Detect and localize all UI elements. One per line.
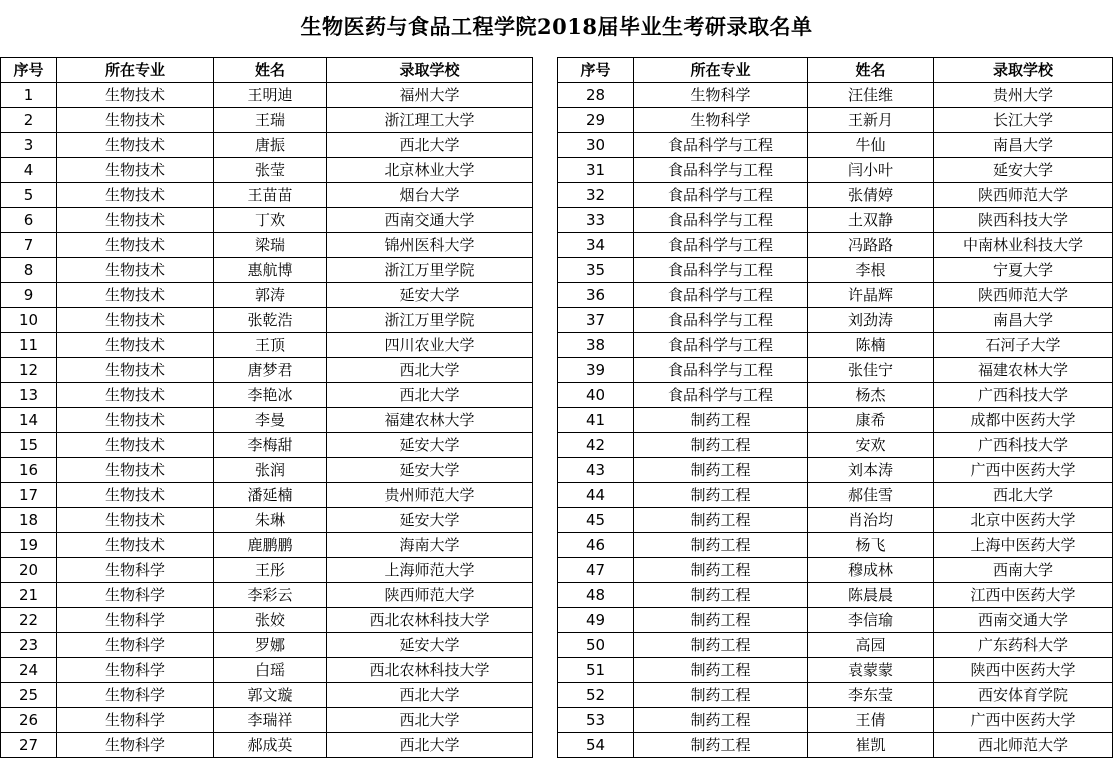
cell-index: 9 xyxy=(1,283,57,308)
cell-major: 食品科学与工程 xyxy=(634,333,808,358)
cell-name: 崔凯 xyxy=(808,733,934,758)
table-row xyxy=(558,583,1113,608)
cell-major: 生物科学 xyxy=(57,608,214,633)
cell-school: 陕西科技大学 xyxy=(934,208,1113,233)
cell-name: 冯路路 xyxy=(808,233,934,258)
cell-major: 生物技术 xyxy=(57,208,214,233)
cell-index: 16 xyxy=(1,458,57,483)
table-row xyxy=(1,633,533,658)
table-row xyxy=(558,558,1113,583)
cell-school: 西北农林科技大学 xyxy=(327,608,533,633)
cell-name: 杨杰 xyxy=(808,383,934,408)
table-row xyxy=(1,508,533,533)
cell-name: 罗娜 xyxy=(214,633,327,658)
cell-name: 穆成林 xyxy=(808,558,934,583)
cell-school: 宁夏大学 xyxy=(934,258,1113,283)
cell-index: 5 xyxy=(1,183,57,208)
cell-name: 张润 xyxy=(214,458,327,483)
cell-name: 肖治均 xyxy=(808,508,934,533)
cell-major: 制药工程 xyxy=(634,458,808,483)
cell-index: 8 xyxy=(1,258,57,283)
cell-school: 广东药科大学 xyxy=(934,633,1113,658)
cell-name: 白瑶 xyxy=(214,658,327,683)
cell-major: 生物科学 xyxy=(634,83,808,108)
cell-index: 46 xyxy=(558,533,634,558)
header-major: 所在专业 xyxy=(634,58,808,83)
table-row xyxy=(558,233,1113,258)
cell-major: 生物科学 xyxy=(57,683,214,708)
table-row xyxy=(558,508,1113,533)
cell-school: 广西科技大学 xyxy=(934,433,1113,458)
cell-name: 张莹 xyxy=(214,158,327,183)
cell-index: 25 xyxy=(1,683,57,708)
cell-name: 张倩婷 xyxy=(808,183,934,208)
cell-name: 郭涛 xyxy=(214,283,327,308)
cell-major: 制药工程 xyxy=(634,433,808,458)
cell-school: 上海中医药大学 xyxy=(934,533,1113,558)
table-row xyxy=(558,533,1113,558)
cell-school: 西北大学 xyxy=(327,383,533,408)
cell-major: 制药工程 xyxy=(634,483,808,508)
cell-name: 惠航博 xyxy=(214,258,327,283)
cell-school: 福建农林大学 xyxy=(934,358,1113,383)
table-row xyxy=(558,308,1113,333)
cell-name: 李瑞祥 xyxy=(214,708,327,733)
table-row xyxy=(1,83,533,108)
table-row xyxy=(558,333,1113,358)
cell-name: 丁欢 xyxy=(214,208,327,233)
cell-school: 西南大学 xyxy=(934,558,1113,583)
cell-index: 23 xyxy=(1,633,57,658)
cell-index: 35 xyxy=(558,258,634,283)
cell-school: 烟台大学 xyxy=(327,183,533,208)
cell-school: 西北大学 xyxy=(327,358,533,383)
cell-name: 杨飞 xyxy=(808,533,934,558)
cell-major: 生物技术 xyxy=(57,233,214,258)
table-row xyxy=(558,458,1113,483)
cell-school: 延安大学 xyxy=(327,433,533,458)
table-row xyxy=(558,108,1113,133)
cell-school: 江西中医药大学 xyxy=(934,583,1113,608)
cell-name: 王瑞 xyxy=(214,108,327,133)
table-row xyxy=(558,683,1113,708)
table-row xyxy=(1,383,533,408)
cell-name: 陈楠 xyxy=(808,333,934,358)
cell-index: 52 xyxy=(558,683,634,708)
cell-index: 42 xyxy=(558,433,634,458)
table-row xyxy=(1,658,533,683)
cell-school: 陕西师范大学 xyxy=(934,183,1113,208)
cell-index: 27 xyxy=(1,733,57,758)
cell-major: 生物技术 xyxy=(57,108,214,133)
header-row xyxy=(558,58,1113,83)
cell-name: 刘劲涛 xyxy=(808,308,934,333)
cell-index: 31 xyxy=(558,158,634,183)
table-row xyxy=(558,133,1113,158)
cell-major: 制药工程 xyxy=(634,558,808,583)
cell-index: 11 xyxy=(1,333,57,358)
table-row xyxy=(558,658,1113,683)
cell-school: 陕西中医药大学 xyxy=(934,658,1113,683)
cell-name: 刘本涛 xyxy=(808,458,934,483)
cell-name: 陈晨晨 xyxy=(808,583,934,608)
cell-school: 福建农林大学 xyxy=(327,408,533,433)
cell-school: 长江大学 xyxy=(934,108,1113,133)
cell-major: 生物科学 xyxy=(57,733,214,758)
cell-name: 安欢 xyxy=(808,433,934,458)
cell-school: 西南交通大学 xyxy=(327,208,533,233)
cell-major: 生物科学 xyxy=(57,583,214,608)
table-row xyxy=(1,533,533,558)
cell-index: 37 xyxy=(558,308,634,333)
admission-table-right xyxy=(557,57,1113,758)
cell-major: 制药工程 xyxy=(634,658,808,683)
cell-school: 西北大学 xyxy=(934,483,1113,508)
table-row xyxy=(558,358,1113,383)
cell-name: 李根 xyxy=(808,258,934,283)
table-row xyxy=(1,208,533,233)
cell-name: 高园 xyxy=(808,633,934,658)
cell-school: 延安大学 xyxy=(327,508,533,533)
cell-name: 李艳冰 xyxy=(214,383,327,408)
cell-school: 北京林业大学 xyxy=(327,158,533,183)
header-school: 录取学校 xyxy=(934,58,1113,83)
cell-major: 食品科学与工程 xyxy=(634,133,808,158)
cell-index: 20 xyxy=(1,558,57,583)
table-row xyxy=(1,433,533,458)
cell-name: 康希 xyxy=(808,408,934,433)
cell-name: 李东莹 xyxy=(808,683,934,708)
cell-school: 海南大学 xyxy=(327,533,533,558)
cell-school: 中南林业科技大学 xyxy=(934,233,1113,258)
cell-name: 牛仙 xyxy=(808,133,934,158)
cell-index: 18 xyxy=(1,508,57,533)
table-row xyxy=(558,383,1113,408)
cell-school: 延安大学 xyxy=(327,283,533,308)
cell-school: 西北大学 xyxy=(327,708,533,733)
cell-index: 49 xyxy=(558,608,634,633)
cell-major: 生物技术 xyxy=(57,533,214,558)
table-row xyxy=(1,608,533,633)
cell-index: 43 xyxy=(558,458,634,483)
cell-school: 西北师范大学 xyxy=(934,733,1113,758)
cell-index: 30 xyxy=(558,133,634,158)
cell-name: 张姣 xyxy=(214,608,327,633)
cell-major: 生物技术 xyxy=(57,508,214,533)
cell-school: 浙江理工大学 xyxy=(327,108,533,133)
cell-school: 上海师范大学 xyxy=(327,558,533,583)
header-major: 所在专业 xyxy=(57,58,214,83)
cell-school: 广西科技大学 xyxy=(934,383,1113,408)
cell-name: 李曼 xyxy=(214,408,327,433)
cell-index: 3 xyxy=(1,133,57,158)
cell-major: 制药工程 xyxy=(634,583,808,608)
cell-name: 朱琳 xyxy=(214,508,327,533)
cell-major: 生物技术 xyxy=(57,83,214,108)
cell-index: 13 xyxy=(1,383,57,408)
cell-major: 食品科学与工程 xyxy=(634,383,808,408)
cell-name: 王顶 xyxy=(214,333,327,358)
cell-index: 53 xyxy=(558,708,634,733)
cell-school: 南昌大学 xyxy=(934,133,1113,158)
header-row xyxy=(1,58,533,83)
cell-index: 19 xyxy=(1,533,57,558)
cell-name: 潘延楠 xyxy=(214,483,327,508)
cell-name: 李信瑜 xyxy=(808,608,934,633)
cell-name: 土双静 xyxy=(808,208,934,233)
cell-major: 生物技术 xyxy=(57,308,214,333)
table-row xyxy=(1,358,533,383)
cell-index: 28 xyxy=(558,83,634,108)
cell-major: 制药工程 xyxy=(634,683,808,708)
cell-major: 生物技术 xyxy=(57,183,214,208)
cell-school: 贵州师范大学 xyxy=(327,483,533,508)
table-row xyxy=(1,258,533,283)
cell-major: 生物科学 xyxy=(57,658,214,683)
table-row xyxy=(558,608,1113,633)
cell-school: 西北大学 xyxy=(327,733,533,758)
cell-index: 4 xyxy=(1,158,57,183)
table-row xyxy=(558,708,1113,733)
cell-index: 10 xyxy=(1,308,57,333)
cell-name: 王彤 xyxy=(214,558,327,583)
cell-school: 西北大学 xyxy=(327,683,533,708)
cell-school: 延安大学 xyxy=(327,458,533,483)
cell-index: 1 xyxy=(1,83,57,108)
cell-major: 食品科学与工程 xyxy=(634,283,808,308)
cell-major: 生物技术 xyxy=(57,383,214,408)
cell-major: 生物技术 xyxy=(57,133,214,158)
cell-name: 郭文璇 xyxy=(214,683,327,708)
table-row xyxy=(558,208,1113,233)
table-row xyxy=(1,483,533,508)
cell-school: 广西中医药大学 xyxy=(934,458,1113,483)
table-row xyxy=(1,683,533,708)
cell-index: 29 xyxy=(558,108,634,133)
cell-index: 17 xyxy=(1,483,57,508)
cell-index: 34 xyxy=(558,233,634,258)
cell-name: 梁瑞 xyxy=(214,233,327,258)
table-row xyxy=(1,708,533,733)
cell-school: 西北大学 xyxy=(327,133,533,158)
cell-name: 王倩 xyxy=(808,708,934,733)
cell-index: 50 xyxy=(558,633,634,658)
cell-major: 食品科学与工程 xyxy=(634,158,808,183)
cell-name: 王明迪 xyxy=(214,83,327,108)
cell-major: 制药工程 xyxy=(634,533,808,558)
table-row xyxy=(1,408,533,433)
cell-index: 22 xyxy=(1,608,57,633)
cell-name: 许晶辉 xyxy=(808,283,934,308)
cell-school: 福州大学 xyxy=(327,83,533,108)
cell-major: 制药工程 xyxy=(634,608,808,633)
cell-name: 唐梦君 xyxy=(214,358,327,383)
cell-name: 李梅甜 xyxy=(214,433,327,458)
cell-school: 成都中医药大学 xyxy=(934,408,1113,433)
table-row xyxy=(1,158,533,183)
cell-name: 袁蒙蒙 xyxy=(808,658,934,683)
table-row xyxy=(558,408,1113,433)
table-row xyxy=(558,258,1113,283)
table-row xyxy=(1,233,533,258)
table-row xyxy=(558,158,1113,183)
cell-school: 锦州医科大学 xyxy=(327,233,533,258)
cell-index: 47 xyxy=(558,558,634,583)
cell-name: 郝佳雪 xyxy=(808,483,934,508)
cell-major: 生物技术 xyxy=(57,483,214,508)
cell-index: 7 xyxy=(1,233,57,258)
cell-major: 生物技术 xyxy=(57,158,214,183)
table-row xyxy=(558,183,1113,208)
cell-school: 延安大学 xyxy=(934,158,1113,183)
cell-school: 南昌大学 xyxy=(934,308,1113,333)
cell-major: 生物科学 xyxy=(57,633,214,658)
cell-index: 41 xyxy=(558,408,634,433)
cell-major: 生物技术 xyxy=(57,458,214,483)
cell-index: 54 xyxy=(558,733,634,758)
table-row xyxy=(1,558,533,583)
cell-index: 39 xyxy=(558,358,634,383)
cell-major: 制药工程 xyxy=(634,633,808,658)
cell-major: 生物技术 xyxy=(57,283,214,308)
cell-index: 15 xyxy=(1,433,57,458)
cell-index: 51 xyxy=(558,658,634,683)
cell-school: 贵州大学 xyxy=(934,83,1113,108)
cell-index: 38 xyxy=(558,333,634,358)
cell-index: 2 xyxy=(1,108,57,133)
admission-table-left xyxy=(0,57,533,758)
cell-index: 26 xyxy=(1,708,57,733)
cell-major: 生物科学 xyxy=(57,708,214,733)
header-school: 录取学校 xyxy=(327,58,533,83)
cell-name: 鹿鹏鹏 xyxy=(214,533,327,558)
cell-major: 制药工程 xyxy=(634,733,808,758)
cell-name: 汪佳维 xyxy=(808,83,934,108)
cell-index: 44 xyxy=(558,483,634,508)
table-row xyxy=(558,433,1113,458)
cell-major: 生物技术 xyxy=(57,258,214,283)
cell-index: 45 xyxy=(558,508,634,533)
table-row xyxy=(1,308,533,333)
table-row xyxy=(1,458,533,483)
cell-index: 21 xyxy=(1,583,57,608)
cell-school: 石河子大学 xyxy=(934,333,1113,358)
cell-school: 浙江万里学院 xyxy=(327,258,533,283)
cell-index: 12 xyxy=(1,358,57,383)
table-row xyxy=(1,283,533,308)
cell-index: 33 xyxy=(558,208,634,233)
cell-name: 张乾浩 xyxy=(214,308,327,333)
cell-major: 食品科学与工程 xyxy=(634,258,808,283)
cell-school: 浙江万里学院 xyxy=(327,308,533,333)
cell-index: 40 xyxy=(558,383,634,408)
cell-index: 6 xyxy=(1,208,57,233)
cell-major: 生物技术 xyxy=(57,408,214,433)
cell-name: 王新月 xyxy=(808,108,934,133)
cell-major: 食品科学与工程 xyxy=(634,183,808,208)
cell-index: 32 xyxy=(558,183,634,208)
header-index: 序号 xyxy=(558,58,634,83)
cell-school: 西北农林科技大学 xyxy=(327,658,533,683)
table-row xyxy=(558,283,1113,308)
cell-school: 延安大学 xyxy=(327,633,533,658)
cell-major: 制药工程 xyxy=(634,708,808,733)
table-row xyxy=(1,733,533,758)
header-name: 姓名 xyxy=(808,58,934,83)
table-row xyxy=(1,108,533,133)
cell-major: 生物技术 xyxy=(57,358,214,383)
cell-school: 四川农业大学 xyxy=(327,333,533,358)
cell-index: 24 xyxy=(1,658,57,683)
cell-major: 食品科学与工程 xyxy=(634,233,808,258)
table-row xyxy=(558,83,1113,108)
cell-school: 陕西师范大学 xyxy=(327,583,533,608)
cell-name: 唐振 xyxy=(214,133,327,158)
cell-major: 生物技术 xyxy=(57,333,214,358)
cell-school: 西安体育学院 xyxy=(934,683,1113,708)
table-row xyxy=(558,733,1113,758)
cell-school: 北京中医药大学 xyxy=(934,508,1113,533)
table-row xyxy=(1,183,533,208)
cell-major: 食品科学与工程 xyxy=(634,358,808,383)
cell-major: 生物技术 xyxy=(57,433,214,458)
header-index: 序号 xyxy=(1,58,57,83)
cell-major: 食品科学与工程 xyxy=(634,208,808,233)
cell-major: 生物科学 xyxy=(57,558,214,583)
table-row xyxy=(1,333,533,358)
cell-name: 闫小叶 xyxy=(808,158,934,183)
cell-name: 王苗苗 xyxy=(214,183,327,208)
cell-index: 36 xyxy=(558,283,634,308)
header-name: 姓名 xyxy=(214,58,327,83)
cell-school: 广西中医药大学 xyxy=(934,708,1113,733)
table-row xyxy=(558,633,1113,658)
cell-name: 李彩云 xyxy=(214,583,327,608)
page-title: 生物医药与食品工程学院2018届毕业生考研录取名单 xyxy=(300,14,813,39)
cell-school: 陕西师范大学 xyxy=(934,283,1113,308)
cell-major: 食品科学与工程 xyxy=(634,308,808,333)
table-row xyxy=(1,583,533,608)
cell-major: 制药工程 xyxy=(634,508,808,533)
table-row xyxy=(1,133,533,158)
cell-name: 张佳宁 xyxy=(808,358,934,383)
cell-name: 郝成英 xyxy=(214,733,327,758)
cell-school: 西南交通大学 xyxy=(934,608,1113,633)
cell-major: 制药工程 xyxy=(634,408,808,433)
cell-index: 14 xyxy=(1,408,57,433)
table-row xyxy=(558,483,1113,508)
cell-index: 48 xyxy=(558,583,634,608)
cell-major: 生物科学 xyxy=(634,108,808,133)
